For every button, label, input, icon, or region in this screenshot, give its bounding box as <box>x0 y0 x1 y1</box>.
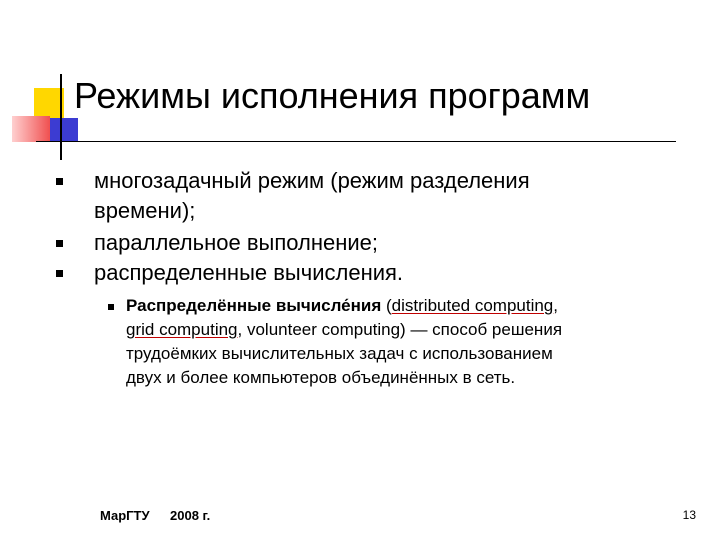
link-grid-computing[interactable]: grid computing <box>126 320 238 339</box>
sub-bullet-marker <box>108 304 114 310</box>
open-paren: ( <box>381 296 392 315</box>
bullet-marker <box>56 240 63 247</box>
definition-term: Распределённые вычисле́ния <box>126 296 382 315</box>
page-number: 13 <box>682 508 696 522</box>
decor-horizontal-line <box>36 141 676 142</box>
bullet-1-line-2: времени); <box>94 198 196 223</box>
sub-bullet-line-2-rest: , volunteer computing) — способ решения <box>237 320 563 339</box>
sub-bullet-line-1 <box>126 294 558 318</box>
bullet-marker <box>56 270 63 277</box>
decor-blue-square <box>48 118 78 142</box>
footer-organization: МарГТУ <box>100 508 150 523</box>
sub-bullet-line-3: трудоёмких вычислительных задач с использованием <box>126 344 553 363</box>
bullet-1-line-1: многозадачный режим (режим разделения <box>94 168 530 193</box>
sub-bullet-line-2 <box>126 318 562 342</box>
decor-vertical-line <box>60 74 62 160</box>
bullet-3-line-1: распределенные вычисления. <box>94 260 404 285</box>
bullet-marker <box>56 178 63 185</box>
footer-year: 2008 г. <box>170 508 211 523</box>
comma: , <box>553 296 558 315</box>
slide-title: Режимы исполнения программ <box>74 75 591 116</box>
decor-red-square <box>12 116 50 142</box>
bullet-2-line-1: параллельное выполнение; <box>94 230 379 255</box>
link-distributed-computing[interactable]: distributed computing <box>391 296 554 315</box>
sub-bullet-line-4: двух и более компьютеров объединённых в сеть. <box>126 368 516 387</box>
